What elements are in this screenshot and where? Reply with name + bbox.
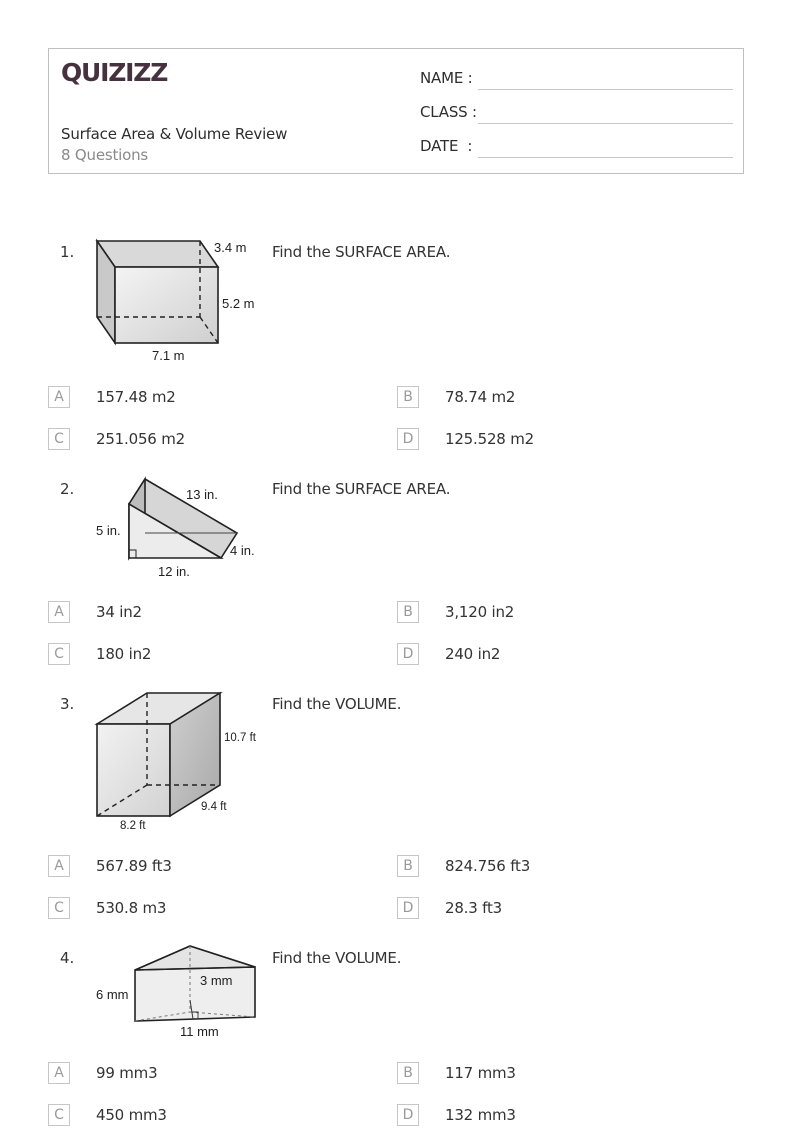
- date-field[interactable]: [420, 137, 733, 161]
- question-prompt: Find the VOLUME.: [272, 949, 402, 967]
- figure-label-depth: 4 in.: [230, 543, 255, 558]
- option-text: 530.8 m3: [96, 899, 167, 917]
- option-text: 3,120 in2: [445, 603, 515, 621]
- option-text: 125.528 m2: [445, 430, 534, 448]
- name-field[interactable]: [420, 69, 733, 93]
- figure-label-depth: 9.4 ft: [201, 801, 227, 813]
- option-text: 132 mm3: [445, 1106, 516, 1124]
- name-line[interactable]: [478, 89, 733, 90]
- option-text: 117 mm3: [445, 1064, 516, 1082]
- option-letter-box[interactable]: D: [397, 897, 419, 919]
- option-letter-box[interactable]: A: [48, 1062, 70, 1084]
- option-text: 78.74 m2: [445, 388, 516, 406]
- class-label: CLASS :: [420, 103, 477, 121]
- question-prompt: Find the VOLUME.: [272, 695, 402, 713]
- figure-label-hypotenuse: 13 in.: [186, 487, 218, 502]
- option-letter-box[interactable]: A: [48, 855, 70, 877]
- figure-label-height: 5.2 m: [222, 296, 255, 311]
- option-letter-box[interactable]: C: [48, 428, 70, 450]
- rectangular-prism-figure: [90, 232, 265, 367]
- triangular-prism-figure: [90, 470, 265, 585]
- option-text: 824.756 ft3: [445, 857, 531, 875]
- option-letter-box[interactable]: D: [397, 428, 419, 450]
- figure-label-height: 10.7 ft: [224, 732, 256, 744]
- option-letter-box[interactable]: A: [48, 386, 70, 408]
- figure-label-length: 6 mm: [96, 987, 129, 1002]
- option-letter-box[interactable]: C: [48, 643, 70, 665]
- question-count: 8 Questions: [61, 146, 149, 164]
- triangular-prism-figure: [90, 940, 265, 1040]
- option-letter-box[interactable]: B: [397, 601, 419, 623]
- option-letter-box[interactable]: B: [397, 1062, 419, 1084]
- option-letter-box[interactable]: D: [397, 643, 419, 665]
- option-text: 567.89 ft3: [96, 857, 172, 875]
- option-letter-box[interactable]: A: [48, 601, 70, 623]
- figure-label-base: 12 in.: [158, 564, 190, 579]
- logo-text: QUIZIZZ: [61, 58, 168, 87]
- name-label: NAME :: [420, 69, 473, 87]
- figure-label-triangle-height: 3 mm: [200, 973, 233, 988]
- question-number: 1.: [60, 243, 75, 261]
- option-text: 28.3 ft3: [445, 899, 503, 917]
- class-field[interactable]: [420, 103, 733, 127]
- worksheet-title: Surface Area & Volume Review: [61, 125, 288, 143]
- figure-label-width: 8.2 ft: [120, 820, 146, 832]
- worksheet-header: [48, 48, 744, 174]
- option-text: 251.056 m2: [96, 430, 185, 448]
- figure-label-height: 5 in.: [96, 523, 121, 538]
- question-number: 3.: [60, 695, 75, 713]
- date-label: DATE :: [420, 137, 473, 155]
- option-letter-box[interactable]: C: [48, 1104, 70, 1126]
- option-letter-box[interactable]: B: [397, 855, 419, 877]
- quizizz-logo: [61, 57, 168, 89]
- option-letter-box[interactable]: C: [48, 897, 70, 919]
- option-text: 450 mm3: [96, 1106, 167, 1124]
- option-letter-box[interactable]: D: [397, 1104, 419, 1126]
- class-line[interactable]: [478, 123, 733, 124]
- option-text: 180 in2: [96, 645, 152, 663]
- figure-label-depth: 3.4 m: [214, 240, 247, 255]
- cube-prism-figure: [90, 685, 265, 835]
- option-text: 157.48 m2: [96, 388, 176, 406]
- figure-label-length: 7.1 m: [152, 348, 185, 363]
- option-text: 240 in2: [445, 645, 501, 663]
- question-prompt: Find the SURFACE AREA.: [272, 480, 451, 498]
- question-number: 4.: [60, 949, 75, 967]
- option-letter-box[interactable]: B: [397, 386, 419, 408]
- option-text: 99 mm3: [96, 1064, 158, 1082]
- figure-label-base: 11 mm: [180, 1024, 219, 1039]
- option-text: 34 in2: [96, 603, 142, 621]
- date-line[interactable]: [478, 157, 733, 158]
- question-number: 2.: [60, 480, 75, 498]
- question-prompt: Find the SURFACE AREA.: [272, 243, 451, 261]
